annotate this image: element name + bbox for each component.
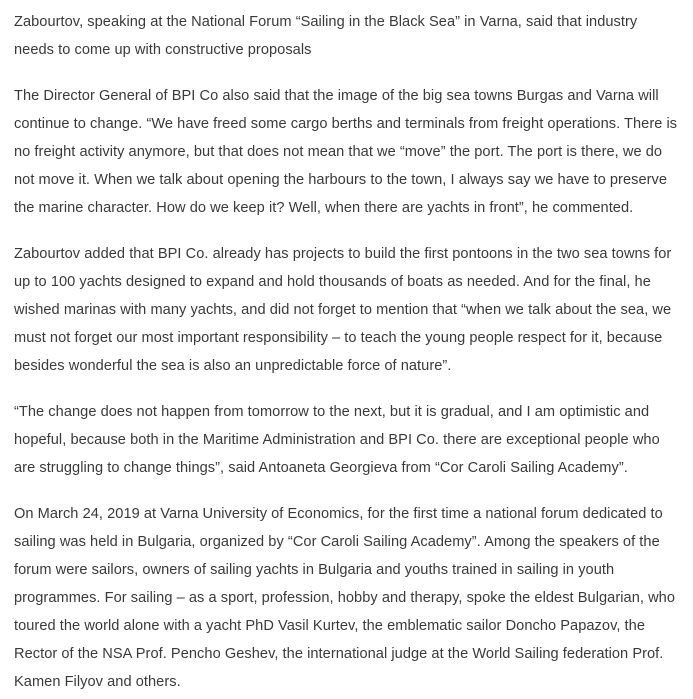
article-paragraph: The Director General of BPI Co also said that the image of the big sea towns Burgas and Varna will continue to change. “We have freed some cargo berths and terminals from freight operations. There is no freight activity anymore, but that does not mean that we “move” the port. The port is there, we do not move it. When we talk about opening the harbours to the town, I always say we have to preserve the marine character. How do we keep it? Well, when there are yachts in front”, he commented. (14, 88, 678, 216)
article-paragraph: Zabourtov, speaking at the National Forum “Sailing in the Black Sea” in Varna, said that industry needs to come up with constructive proposals (14, 14, 638, 58)
article-paragraph: Zabourtov added that BPI Co. already has projects to build the first pontoons in the two sea towns for up to 100 yachts designed to expand and hold thousands of boats as needed. And for the final, he wished marinas with many yachts, and did not forget to mention that “when we talk about the sea, we must not forget our most important responsibility – to teach the young people respect for it, because besides wonderful the sea is also an unpredictable force of nature”. (14, 246, 672, 374)
article-paragraph: “The change does not happen from tomorrow to the next, but it is gradual, and I am optimistic and hopeful, because both in the Maritime Administration and BPI Co. there are exceptional people who are struggling to change things”, said Antoaneta Georgieva from “Cor Caroli Sailing Academy”. (14, 404, 660, 476)
article-paragraph: On March 24, 2019 at Varna University of Economics, for the first time a national forum dedicated to sailing was held in Bulgaria, organized by “Cor Caroli Sailing Academy”. Among the speakers of the forum were sailors, owners of sailing yachts in Bulgaria and youths trained in sailing in youth programmes. For sailing – as a sport, profession, hobby and therapy, spoke the eldest Bulgarian, who toured the world alone with a yacht PhD Vasil Kurtev, the emblematic sailor Doncho Papazov, the Rector of the NSA Prof. Pencho Geshev, the international judge at the World Sailing federation Prof. Kamen Filyov and others. (14, 506, 675, 690)
